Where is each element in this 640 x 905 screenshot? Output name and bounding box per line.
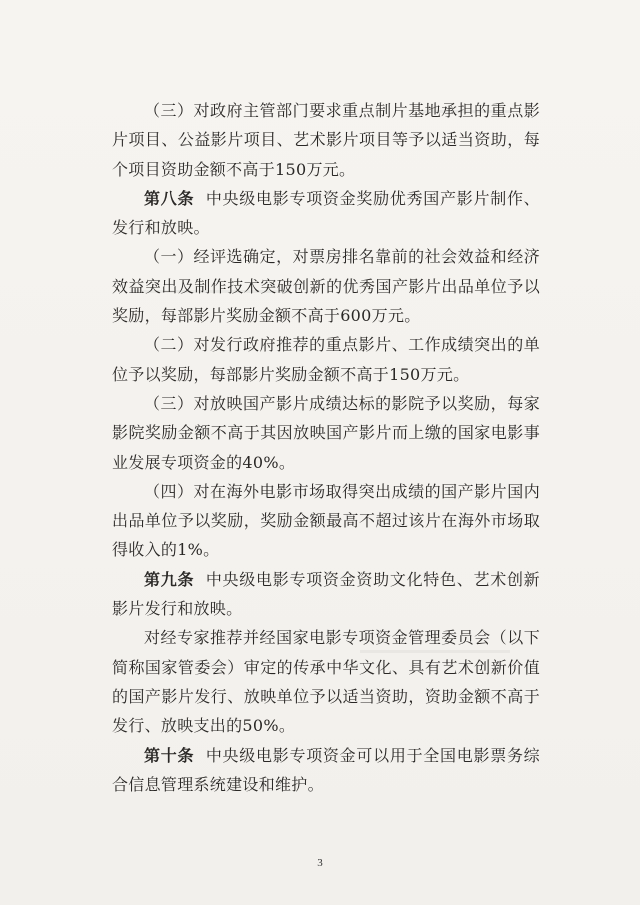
paragraph: 第十条 中央级电影专项资金可以用于全国电影票务综合信息管理系统建设和维护。 [112,745,540,794]
article-heading: 第十条 [144,745,195,765]
paragraph: （三）对放映国产影片成绩达标的影院予以奖励，每家影院奖励金额不高于其因放映国产影片而上缴的国家电影事业发展专项资金的40%。 [112,393,540,472]
paragraph: 第九条 中央级电影专项资金资助文化特色、艺术创新影片发行和放映。 [112,569,540,619]
paragraph: （一）经评选确定，对票房排名靠前的社会效益和经济效益突出及制作技术突破创新的优秀国产影片出品单位予以奖励，每部影片奖励金额不高于600万元。 [112,247,540,326]
paragraph: 第八条 中央级电影专项资金奖励优秀国产影片制作、发行和放映。 [112,188,540,238]
article-heading: 第九条 [144,569,195,589]
paragraph: 对经专家推荐并经国家电影专项资金管理委员会（以下简称国家管委会）审定的传承中华文化、具有艺术创新价值的国产影片发行、放映单位予以适当资助，资助金额不高于发行、放映支出的50%。 [112,628,540,736]
paragraph: （三）对政府主管部门要求重点制片基地承担的重点影片项目、公益影片项目、艺术影片项目等予以适当资助，每个项目资助金额不高于150万元。 [112,101,540,179]
article-heading: 第八条 [144,188,195,208]
document-body [112,96,540,799]
paragraph: （二）对发行政府推荐的重点影片、工作成绩突出的单位予以奖励，每部影片奖励金额不高于150万元。 [112,335,540,384]
paragraph: （四）对在海外电影市场取得突出成绩的国产影片国内出品单位予以奖励，奖励金额最高不超过该片在海外市场取得收入的1%。 [112,481,540,560]
page-number: 3 [317,857,323,869]
